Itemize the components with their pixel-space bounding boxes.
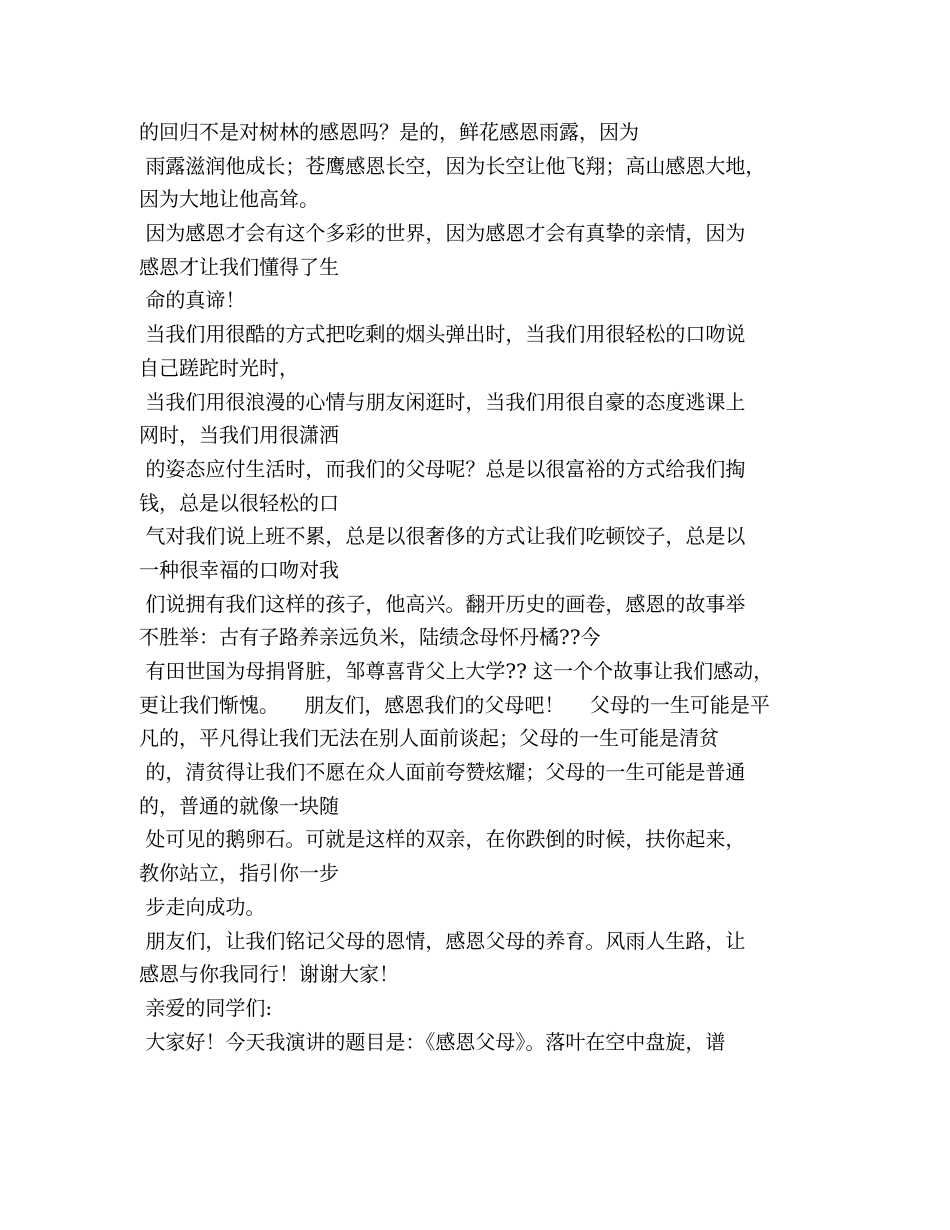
text-line: 不胜举：古有子路养亲远负米，陆绩念母怀丹橘??今 <box>139 625 601 650</box>
text-line: 的回归不是对树林的感恩吗？是的，鲜花感恩雨露，因为 <box>139 120 639 144</box>
text-line: 教你站立，指引你一步 <box>139 861 339 886</box>
text-line: 自己蹉跎时光时， <box>139 355 299 380</box>
text-line: 命的真谛！ <box>139 288 246 313</box>
body-text <box>139 116 829 1059</box>
text-line: 更让我们惭愧。 朋友们，感恩我们的父母吧！ 父母的一生可能是平 <box>139 692 770 717</box>
text-line: 处可见的鹅卵石。可就是这样的双亲，在你跌倒的时候，扶你起来， <box>139 827 746 852</box>
text-line: 步走向成功。 <box>139 894 266 919</box>
text-line: 一种很幸福的口吻对我 <box>139 557 339 582</box>
text-line: 气对我们说上班不累，总是以很奢侈的方式让我们吃顿饺子，总是以 <box>139 524 746 549</box>
text-line: 的，清贫得让我们不愿在众人面前夸赞炫耀；父母的一生可能是普通 <box>139 760 746 785</box>
text-line: 钱，总是以很轻松的口 <box>139 490 339 515</box>
text-line: 大家好！今天我演讲的题目是：《感恩父母》。落叶在空中盘旋，谱 <box>139 1029 726 1054</box>
text-line: 的，普通的就像一块随 <box>139 793 339 818</box>
text-line: 有田世国为母捐肾脏，邹尊喜背父上大学?? 这一个个故事让我们感动， <box>139 659 774 683</box>
text-line: 因为大地让他高耸。 <box>139 187 319 212</box>
text-line: 朋友们，让我们铭记父母的恩情，感恩父母的养育。风雨人生路，让 <box>139 928 746 953</box>
text-line: 的姿态应付生活时，而我们的父母呢？总是以很富裕的方式给我们掏 <box>139 456 746 481</box>
text-line: 感恩才让我们懂得了生 <box>139 254 339 279</box>
text-line: 当我们用很浪漫的心情与朋友闲逛时，当我们用很自豪的态度逃课上 <box>139 389 746 414</box>
text-line: 当我们用很酷的方式把吃剩的烟头弹出时，当我们用很轻松的口吻说 <box>139 322 746 347</box>
text-line: 网时，当我们用很潇洒 <box>139 423 339 448</box>
text-line: 亲爱的同学们: <box>139 995 273 1020</box>
text-line: 因为感恩才会有这个多彩的世界，因为感恩才会有真挚的亲情，因为 <box>139 221 746 246</box>
text-line: 感恩与你我同行！谢谢大家！ <box>139 962 399 987</box>
text-line: 雨露滋润他成长；苍鹰感恩长空，因为长空让他飞翔；高山感恩大地， <box>139 153 766 178</box>
text-line: 们说拥有我们这样的孩子，他高兴。翻开历史的画卷，感恩的故事举 <box>139 591 746 616</box>
text-line: 凡的，平凡得让我们无法在别人面前谈起；父母的一生可能是清贫 <box>139 726 719 751</box>
